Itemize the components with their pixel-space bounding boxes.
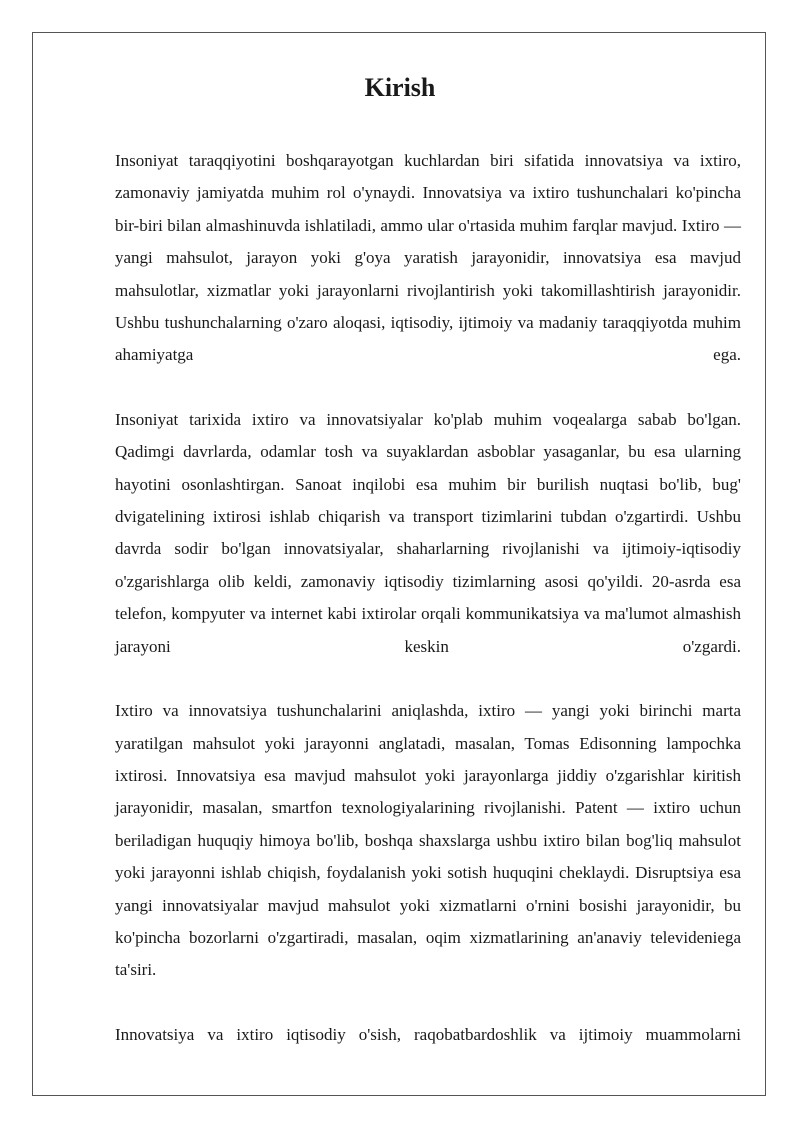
document-body: [115, 145, 741, 1083]
paragraph-3: Ixtiro va innovatsiya tushunchalarini aniqlashda, ixtiro — yangi yoki birinchi marta yaratilgan mahsulot yoki jarayonni anglatadi, masalan, Tomas Edisonning lampochka ixtirosi. Innovatsiya esa mavjud mahsulot yoki jarayonlarga jiddiy o'zgarishlar kiritish jarayonidir, masalan, smartfon texnologiyalarining rivojlanishi. Patent — ixtiro uchun beriladigan huquqiy himoya bo'lib, boshqa shaxslarga ushbu ixtiro bilan bog'liq mahsulot yoki jarayonni ishlab chiqish, foydalanish yoki sotish huquqini cheklaydi. Disruptsiya esa yangi innovatsiyalar mavjud mahsulot yoki xizmatlarni o'rnini bosishi jarayonidir, bu ko'pincha bozorlarni o'zgartiradi, masalan, oqim xizmatlarining an'anaviy televideniega ta'siri.: [115, 701, 741, 980]
paragraph-2: Insoniyat tarixida ixtiro va innovatsiyalar ko'plab muhim voqealarga sabab bo'lgan. Qadimgi davrlarda, odamlar tosh va suyaklardan asboblar yasaganlar, bu esa ularning hayotini osonlashtirgan. Sanoat inqilobi esa muhim bir burilish nuqtasi bo'lib, bug' dvigatelining ixtirosi ishlab chiqarish va transport tizimlarini tubdan o'zgartirdi. Ushbu davrda sodir bo'lgan innovatsiyalar, shaharlarning rivojlanishi va ijtimoiy-iqtisodiy o'zgarishlarga olib keldi, zamonaviy iqtisodiy tizimlarning asosi qo'yildi. 20-asrda esa telefon, kompyuter va internet kabi ixtirolar orqali kommunikatsiya va ma'lumot almashish jarayoni keskin o'zgardi.: [115, 409, 741, 656]
paragraph-4: Innovatsiya va ixtiro iqtisodiy o'sish, raqobatbardoshlik va ijtimoiy muammolarni: [115, 1024, 741, 1044]
page-title: Kirish: [364, 73, 436, 102]
paragraph-1: Insoniyat taraqqiyotini boshqarayotgan kuchlardan biri sifatida innovatsiya va ixtiro, zamonaviy jamiyatda muhim rol o'ynaydi. Innovatsiya va ixtiro tushunchalari ko'pincha bir-biri bilan almashinuvda ishlatiladi, ammo ular o'rtasida muhim farqlar mavjud. Ixtiro — yangi mahsulot, jarayon yoki g'oya yaratish jarayonidir, innovatsiya esa mavjud mahsulotlar, xizmatlar yoki jarayonlarni rivojlantirish yoki takomillashtirish jarayonidir. Ushbu tushunchalarning o'zaro aloqasi, iqtisodiy, ijtimoiy va madaniy taraqqiyotda muhim ahamiyatga ega.: [115, 151, 741, 365]
